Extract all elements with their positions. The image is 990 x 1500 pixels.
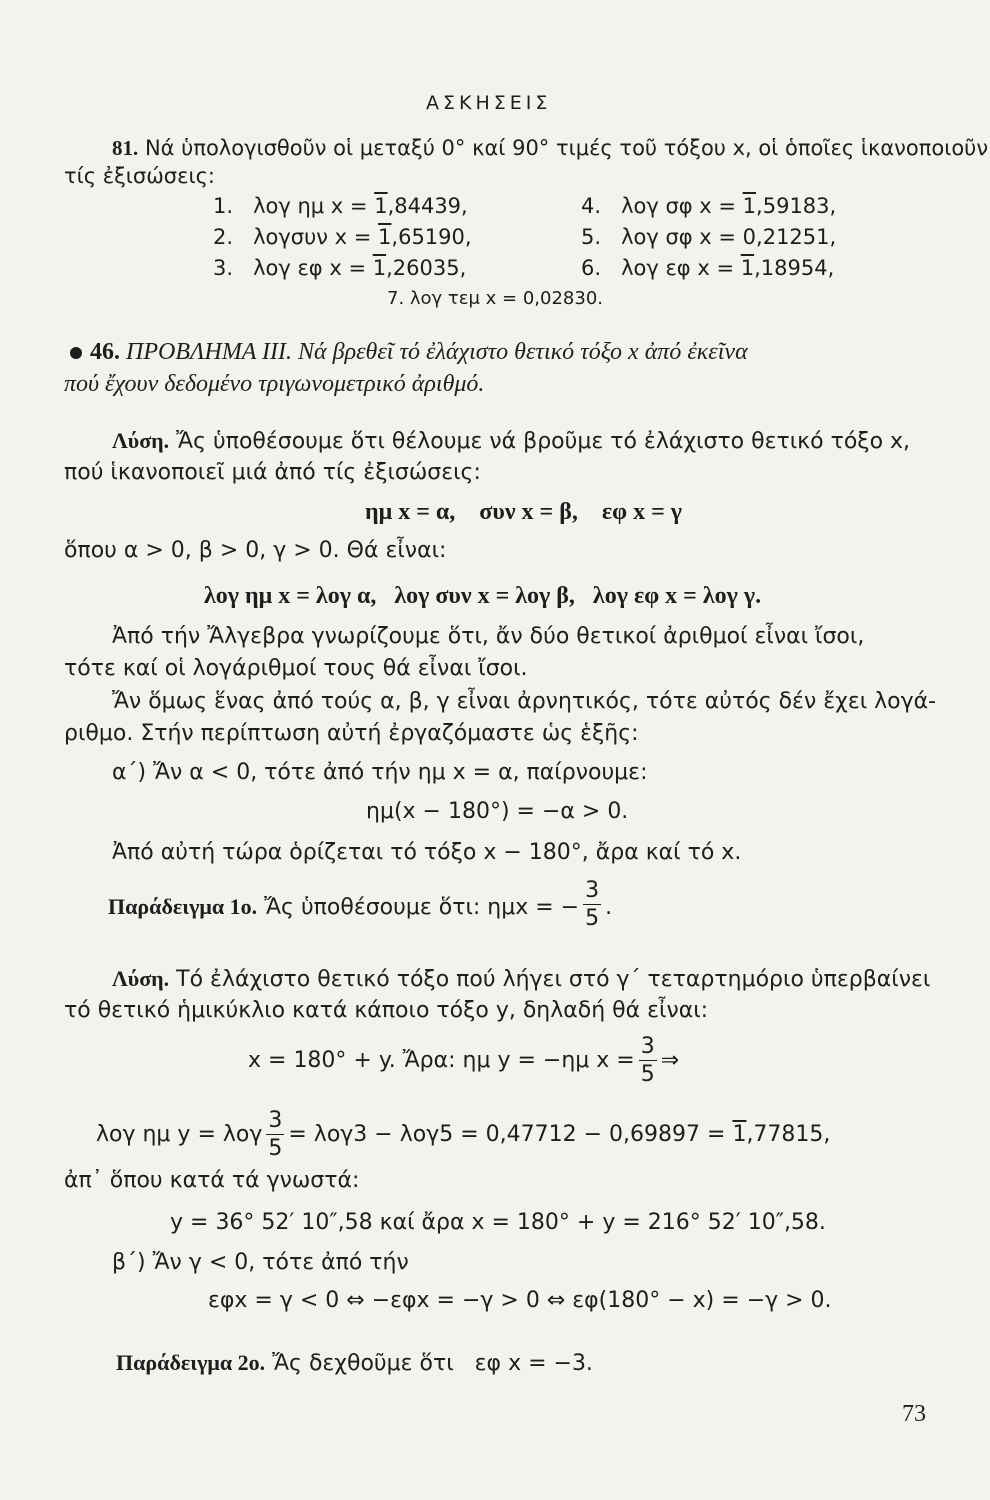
exercise-item-1: 1. λογ ημ x = 1,84439, [213, 194, 468, 218]
solution-line4: Ἀπό τήν Ἄλγεβρα γνωρίζουμε ὅτι, ἄν δύο θετικοί ἀριθμοί εἶναι ἴσοι, [112, 624, 865, 649]
equation-7: εφx = γ < 0 ⇔ −εφx = −γ > 0 ⇔ εφ(180° − x) = −γ > 0. [208, 1288, 832, 1313]
solution-line5: τότε καί οἱ λογάριθμοί τους θά εἶναι ἴσοι. [64, 656, 528, 681]
solution2-line2: τό θετικό ἡμικύκλιο κατά κάποιο τόξο y, δηλαδή θά εἶναι: [64, 998, 709, 1023]
exercise-number: 81. [112, 136, 139, 160]
solution-line1: Λύση. Ἄς ὑποθέσουμε ὅτι θέλουμε νά βροῦμε τό ἐλάχιστο θετικό τόξο x, [112, 428, 911, 454]
solution-line7: ριθμο. Στήν περίπτωση αὐτή ἐργαζόμαστε ὡς ἑξῆς: [64, 721, 639, 746]
equation-1: ημ x = α, συν x = β, εφ x = γ [365, 499, 682, 525]
problem-title: 46. ΠΡΟΒΛΗΜΑ ΙΙΙ. Νά βρεθεῖ τό ἐλάχιστο θετικό τόξο x ἀπό ἐκεῖνα [70, 340, 748, 364]
problem-title-line2: πού ἔχουν δεδομένο τριγωνομετρικό ἀριθμό. [64, 371, 485, 397]
exercise-text-line1: Νά ὑπολογισθοῦν οἱ μεταξύ 0° καί 90° τιμές τοῦ τόξου x, οἱ ὁποῖες ἱκανοποιοῦν [144, 136, 989, 160]
solution-line2: πού ἱκανοποιεῖ μιά ἀπό τίς ἐξισώσεις: [64, 460, 481, 485]
solution-line8: Ἀπό αὐτή τώρα ὁρίζεται τό τόξο x − 180°, ἄρα καί τό x. [112, 840, 742, 865]
exercise-81-text [112, 138, 988, 159]
exercise-item-7: 7. λογ τεμ x = 0,02830. [387, 288, 604, 309]
equation-3: ημ(x − 180°) = −α > 0. [366, 799, 629, 824]
solution2-line1: Λύση. Τό ἐλάχιστο θετικό τόξο πού λήγει στό γ΄ τεταρτημόριο ὑπερβαίνει [112, 966, 931, 992]
exercise-item-2: 2. λογσυν x = 1,65190, [213, 225, 472, 249]
exercise-item-3: 3. λογ εφ x = 1,26035, [213, 256, 467, 280]
equation-6: y = 36° 52′ 10″,58 καί ἄρα x = 180° + y = 216° 52′ 10″,58. [170, 1210, 826, 1235]
bullet-icon [70, 347, 82, 359]
case-a: α΄) Ἄν α < 0, τότε ἀπό τήν ημ x = α, παίρνουμε: [112, 760, 648, 785]
exercise-item-4: 4. λογ σφ x = 1,59183, [581, 194, 837, 218]
exercise-text-line2: τίς ἐξισώσεις: [64, 164, 215, 188]
page-number: 73 [902, 1401, 926, 1427]
solution-line3: ὅπου α > 0, β > 0, γ > 0. Θά εἶναι: [64, 538, 447, 563]
equation-4: x = 180° + y. Ἄρα: ημ y = −ημ x = $\frac{3}{5}$ ⇒ [248, 1034, 680, 1087]
exercise-item-6: 6. λογ εφ x = 1,18954, [581, 256, 835, 280]
equation-2: λογ ημ x = λογ α, λογ συν x = λογ β, λογ εφ x = λογ γ. [204, 583, 762, 609]
solution2-line3: ἀπ᾿ ὅπου κατά τά γνωστά: [64, 1168, 360, 1193]
exercise-item-5: 5. λογ σφ x = 0,21251, [581, 225, 837, 249]
solution-line6: Ἄν ὅμως ἕνας ἀπό τούς α, β, γ εἶναι ἀρνητικός, τότε αὐτός δέν ἔχει λογά- [112, 689, 937, 714]
equation-5: λογ ημ y = λογ $\frac{3}{5}$ = λογ3 − λογ5 = 0,47712 − 0,69897 = 1,77815, [96, 1108, 831, 1161]
case-b: β΄) Ἄν γ < 0, τότε ἀπό τήν [112, 1250, 409, 1275]
example-2: Παράδειγμα 2ο. Ἄς δεχθοῦμε ὅτι εφ x = −3. [116, 1350, 593, 1376]
page-header: ΑΣΚΗΣΕΙΣ [426, 92, 552, 114]
example-1: Παράδειγμα 1ο. Ἄς ὑποθέσουμε ὅτι: ημx = − $\frac{3}{5}$ . [108, 878, 613, 931]
